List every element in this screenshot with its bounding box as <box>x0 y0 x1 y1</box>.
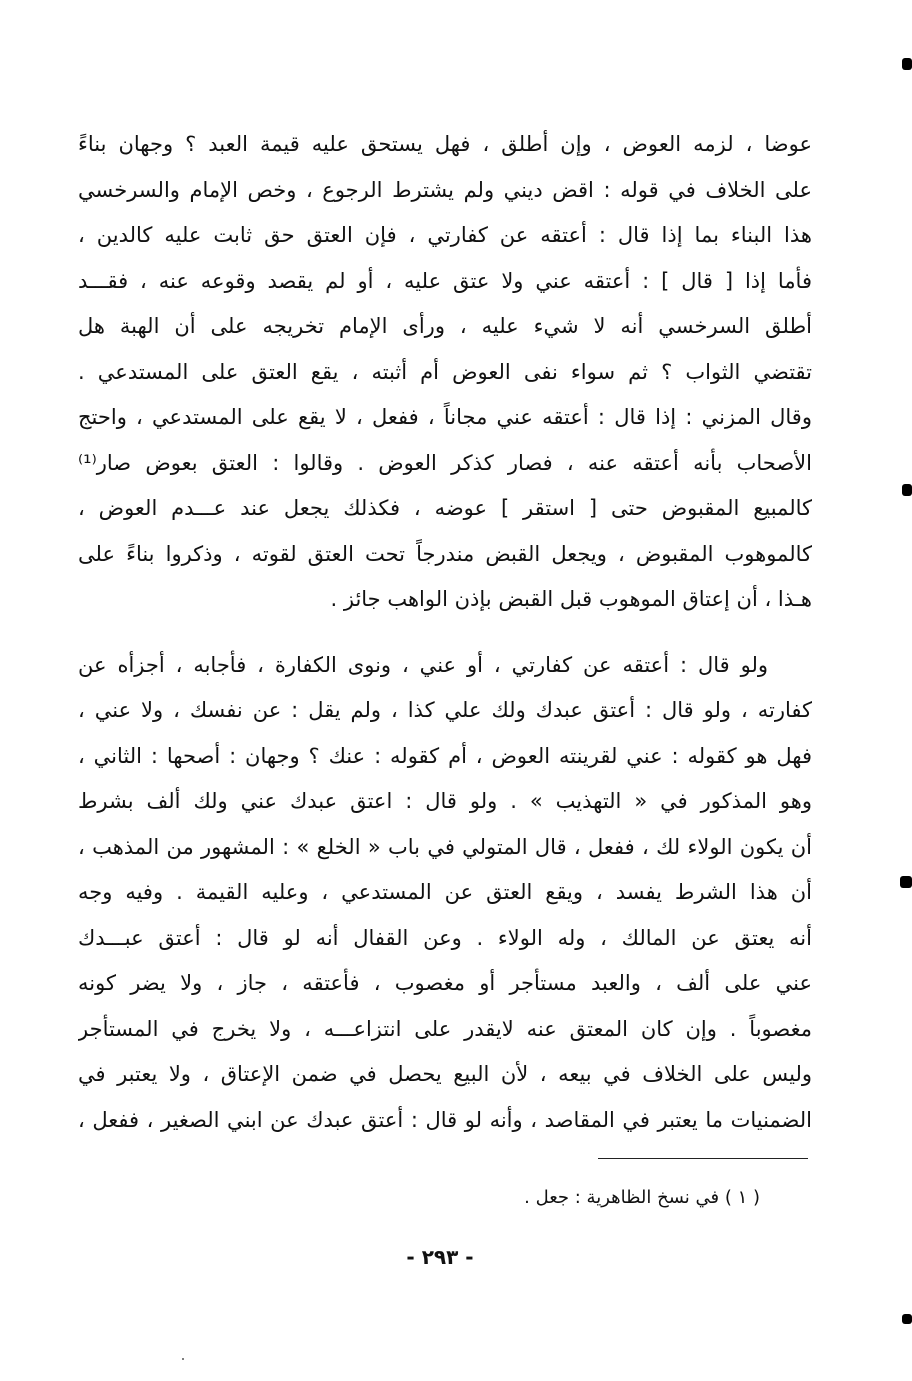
scan-edge-mark <box>902 58 912 70</box>
text-line: مغصوباً . وإن كان المعتق عنه لايقدر على انتزاعـــه ، ولا يخرج في المستأجر <box>78 1016 812 1041</box>
text-line: أنه يعتق عن المالك ، وله الولاء . وعن القفال أنه لو قال : أعتق عبـــدك <box>78 925 812 950</box>
text-line: عني على ألف ، والعبد مستأجر أو مغصوب ، فأعتقه ، جاز ، ولا يضر كونه <box>78 971 812 995</box>
text-line: أن يكون الولاء لك ، ففعل ، قال المتولي في باب « الخلع » : المشهور من المذهب ، <box>78 834 812 859</box>
text-line: ولو قال : أعتقه عن كفارتي ، أو عني ، ونوى الكفارة ، فأجابه ، أجزأه عن <box>78 652 768 677</box>
text-line: وليس على الخلاف في بيعه ، لأن البيع يحصل في ضمن الإعتاق ، ولا يعتبر في <box>78 1062 812 1086</box>
text-line: هذا البناء بما إذا قال : أعتقه عن كفارتي ، فإن العتق حق ثابت عليه كالدين ، <box>78 223 812 247</box>
scan-speck <box>182 1358 184 1360</box>
text-line: أن هذا الشرط يفسد ، ويقع العتق عن المستدعي ، وعليه القيمة . وفيه وجه <box>78 880 812 904</box>
footnote-divider <box>598 1158 808 1159</box>
text-line: وهو المذكور في « التهذيب » . ولو قال : اعتق عبدك عني ولك ألف بشرط <box>78 789 812 813</box>
paragraph-2 <box>78 643 812 1144</box>
page-number: - ٢٩٣ - <box>406 1245 474 1269</box>
text-line: هـذا ، أن إعتاق الموهوب قبل القبض بإذن الواهب جائز . <box>330 587 812 611</box>
text-line: الأصحاب بأنه أعتقه عنه ، فصار كذكر العوض . وقالوا : العتق بعوض صار⁽¹⁾ <box>78 450 812 475</box>
text-line: كالموهوب المقبوض ، ويجعل القبض مندرجاً تحت العتق لقوته ، وذكروا بناءً على <box>78 541 812 566</box>
text-line: وقال المزني : إذا قال : أعتقه عني مجاناً ، ففعل ، لا يقع على المستدعي ، واحتج <box>78 405 812 429</box>
text-line: الضمنيات ما يعتبر في المقاصد ، وأنه لو قال : أعتق عبدك عن ابني الصغير ، ففعل ، <box>78 1107 812 1132</box>
text-line: عوضا ، لزمه العوض ، وإن أطلق ، فهل يستحق عليه قيمة العبد ؟ وجهان بناءً <box>78 132 812 156</box>
scan-edge-mark <box>900 876 912 888</box>
scan-edge-mark <box>902 484 912 496</box>
text-line: فأما إذا [ قال ] : أعتقه عني ولا عتق عليه ، أو لم يقصد وقوعه عنه ، فقـــد <box>78 268 812 293</box>
paragraph-1 <box>78 122 812 623</box>
text-line: كفارته ، ولو قال : أعتق عبدك ولك علي كذا ، ولم يقل : عن نفسك ، ولا عني ، <box>78 698 812 722</box>
text-line: أطلق السرخسي أنه لا شيء عليه ، ورأى الإمام تخريجه على أن الهبة هل <box>78 314 812 338</box>
footnote: ( ١ ) في نسخ الظاهرية : جعل . <box>524 1187 760 1208</box>
text-line: تقتضي الثواب ؟ ثم سواء نفى العوض أم أثبته ، يقع العتق على المستدعي . <box>78 359 812 384</box>
text-line: على الخلاف في قوله : اقض ديني ولم يشترط الرجوع ، وخص الإمام والسرخسي <box>78 177 812 202</box>
scan-edge-mark <box>902 1314 912 1324</box>
main-text <box>78 122 812 1143</box>
text-line: كالمبيع المقبوض حتى [ استقر ] عوضه ، فكذلك يجعل عند عـــدم العوض ، <box>78 496 812 520</box>
text-line: فهل هو كقوله : عني لقرينته العوض ، أم كقوله : عنك ؟ وجهان : أصحها : الثاني ، <box>78 743 812 768</box>
